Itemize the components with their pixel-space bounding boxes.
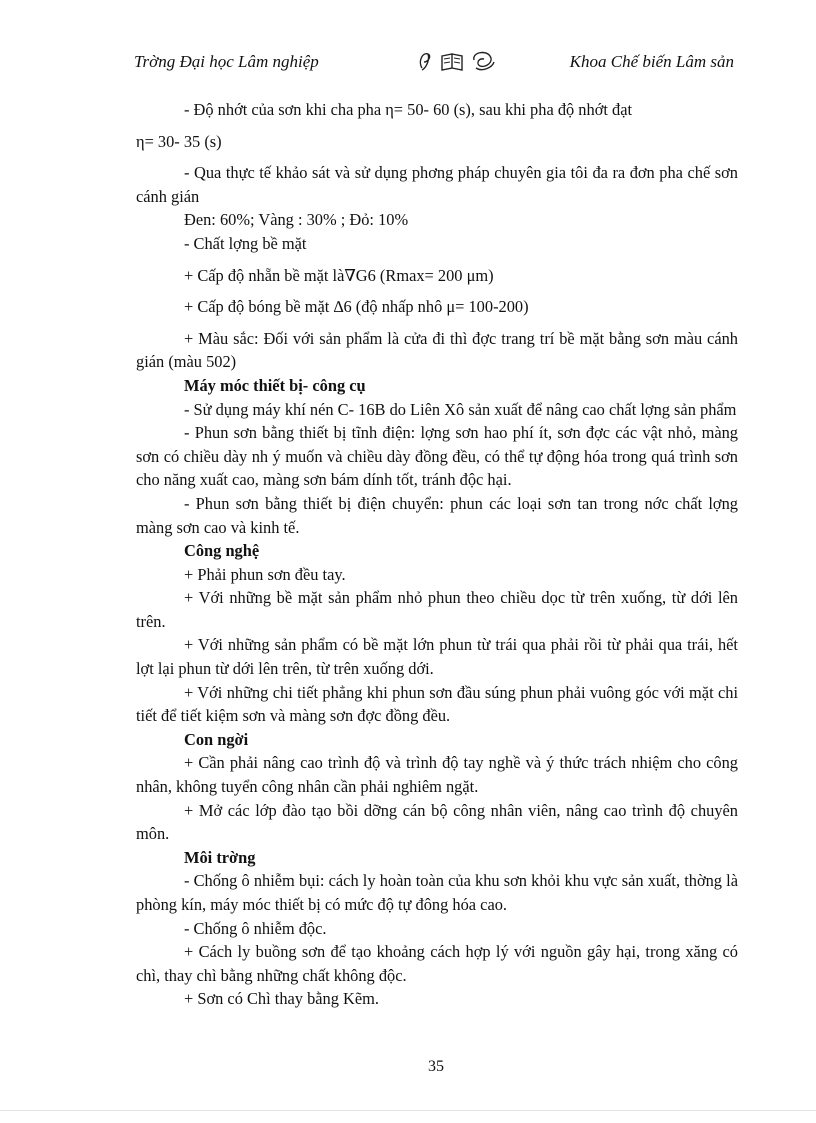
paragraph: + Với những bề mặt sản phẩm nhỏ phun theo chiều dọc từ trên xuống, từ dới lên trên. — [136, 588, 738, 631]
paragraph: + Sơn có Chì thay bằng Kẽm. — [184, 989, 379, 1009]
page-body — [136, 98, 738, 1011]
paragraph: + Với những chi tiết phẳng khi phun sơn đầu súng phun phải vuông góc với mặt chi tiết để tiết kiệm sơn và màng sơn đợc đồng đều. — [136, 682, 738, 726]
paragraph: + Cần phải nâng cao trình độ và trình độ tay nghề và ý thức trách nhiệm cho công nhân, không tuyển công nhân cần phải nghiêm ngặt. — [136, 753, 738, 797]
paragraph: η= 30- 35 (s) — [136, 131, 222, 151]
paragraph: Đen: 60%; Vàng : 30% ; Đỏ: 10% — [184, 210, 409, 230]
paragraph: - Phun sơn bằng thiết bị tĩnh điện: lợng sơn hao phí ít, sơn đợc các vật nhỏ, màng sơn có chiều dày nh ý muốn và chiều dày đồng đều, có thể tự động hóa trong quá trình sơn cho năng xuất cao, màng sơn bám dính tốt, tránh độc hại. — [136, 423, 738, 490]
section-heading: Máy móc thiết bị- công cụ — [184, 375, 366, 395]
book-ornament-icon — [416, 48, 500, 74]
paragraph: - Chất lợng bề mặt — [184, 233, 307, 253]
section-heading: Môi trờng — [184, 847, 256, 867]
paragraph: - Độ nhớt của sơn khi cha pha η= 50- 60 (s), sau khi pha độ nhớt đạt — [184, 100, 633, 119]
paragraph: + Cấp độ bóng bề mặt ∆6 (độ nhấp nhô μ= 100-200) — [184, 297, 529, 317]
page-number: 35 — [428, 1058, 444, 1075]
paragraph: - Chống ô nhiễm độc. — [184, 918, 327, 938]
paragraph: - Chống ô nhiễm bụi: cách ly hoàn toàn của khu sơn khỏi khu vực sản xuất, thờng là phòng kín, máy móc thiết bị có mức độ tự đông hóa cao. — [136, 871, 738, 914]
header-school: Trờng Đại học Lâm nghiệp — [134, 52, 319, 71]
footer-divider — [0, 1110, 816, 1111]
header-faculty: Khoa Chế biến Lâm sản — [569, 52, 734, 71]
page-header — [134, 52, 734, 76]
paragraph: + Màu sắc: Đối với sản phẩm là cửa đi thì đợc trang trí bề mặt bằng sơn màu cánh gián (màu 502) — [136, 328, 738, 372]
paragraph: - Phun sơn bằng thiết bị điện chuyển: phun các loại sơn tan trong nớc chất lợng màng sơn cao và kinh tế. — [136, 493, 738, 537]
paragraph: + Cấp độ nhẵn bề mặt là∇G6 (Rmax= 200 μm) — [184, 265, 494, 285]
paragraph: + Cách ly buồng sơn để tạo khoảng cách hợp lý với nguồn gây hại, trong xăng có chì, thay chì bằng những chất không độc. — [136, 942, 738, 985]
paragraph: + Phải phun sơn đều tay. — [184, 564, 346, 584]
paragraph: - Qua thực tế khảo sát và sử dụng phơng pháp chuyên gia tôi đa ra đơn pha chế sơn cánh gián — [136, 163, 738, 206]
paragraph: - Sử dụng máy khí nén C- 16B do Liên Xô sản xuất để nâng cao chất lợng sản phẩm — [184, 399, 737, 419]
paragraph: + Với những sản phẩm có bề mặt lớn phun từ trái qua phải rồi từ phải qua trái, hết lợt lại phun từ dới lên trên, từ trên xuống dới. — [136, 635, 738, 679]
section-heading: Con ngời — [184, 729, 249, 749]
paragraph: + Mở các lớp đào tạo bồi dỡng cán bộ công nhân viên, nâng cao trình độ chuyên môn. — [136, 800, 738, 844]
section-heading: Công nghệ — [184, 541, 260, 561]
